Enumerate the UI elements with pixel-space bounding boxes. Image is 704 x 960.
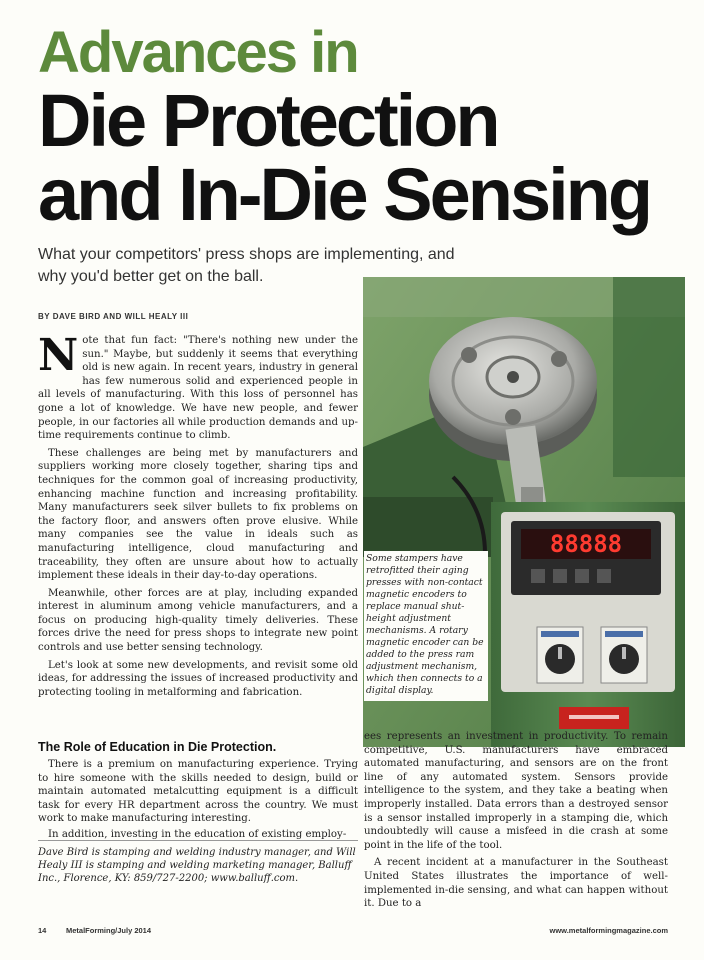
section-heading: The Role of Education in Die Protection. <box>38 740 277 754</box>
headline-line-1: Die Protection <box>38 79 498 162</box>
paragraph-2: These challenges are being met by manufacturers and suppliers working more closely together, sharing tips and techniques for the common goal of increasing productivity, enhancing machine function and increasing profitability. Many manufacturers seek silver bullets to fix problems on the factory floor, and answers often prove elusive. While many companies see the value in ideals such as manufacturing intelligence, cloud manufacturing and traceability, they often are unsure about how to actually implement these ideals in their day-to-day operations. <box>38 447 358 582</box>
section-paragraph-1: There is a premium on manufacturing experience. Trying to hire someone with the skills needed to design, build or maintain automated metalcutting equipment is a difficult task for every HR department across the country. We must work to make manufacturing interesting. <box>38 759 358 825</box>
section-body <box>38 758 358 844</box>
headline <box>38 79 651 236</box>
author-bio: Dave Bird is stamping and welding industry manager, and Will Healy III is stamping and welding marketing manager, Balluff Inc., Florence, KY: 859/727-2200; www.balluff.com. <box>38 847 356 884</box>
headline-kicker: Advances in <box>38 20 358 85</box>
headline-line-2: and In-Die Sensing <box>38 153 651 236</box>
photo-caption: Some stampers have retrofitted their aging presses with non-contact magnetic encoders to replace manual shut-height adjustment mechanisms. A rotary magnetic encoder can be added to the press ram adjustment mechanism, which then connects to a digital display. <box>364 551 488 701</box>
body-column-right <box>364 730 668 915</box>
paragraph-1: Note that fun fact: "There's nothing new under the sun." Maybe, but suddenly it seems that everything old is new again. In recent years, industry in general has few numerous solid and experienced people in all levels of manufacturing. With this loss of personnel has gone a lot of knowledge. We have new people, and fewer people, in our factories all while production demands and up-time requirements continue to climb. <box>38 330 358 442</box>
section-paragraph-2: In addition, investing in the education of existing employ- <box>48 828 347 840</box>
deck: What your competitors' press shops are implementing, and why you'd better get on the ball. <box>38 246 455 285</box>
drop-cap: N <box>38 330 79 381</box>
page-number: 14 <box>38 926 47 935</box>
display-digits: 88888 <box>549 530 623 558</box>
byline: BY DAVE BIRD AND WILL HEALY III <box>38 312 189 321</box>
magazine-url: www.metalformingmagazine.com <box>549 926 668 935</box>
bio-divider <box>38 840 358 841</box>
right-paragraph-1: ees represents an investment in productivity. To remain competitive, U.S. manufacturers have embraced automated manufacturing, and sensors are on the front line of any automated system. Sensors provide intelligence to the system, and they take a beating when improperly installed. Data errors than a destroyed sensor is a sensor installed improperly in a stamping die, which undoubtedly will cause a misfeed in die crash at some point in the life of the tool. <box>364 731 668 851</box>
paragraph-3: Meanwhile, other forces are at play, including expanded interest in aluminum among vehicle manufacturers, and a focus on producing high-quality timely deliveries. These forces drive the need for press shops to integrate new point controls and use better sensing technology. <box>38 587 358 654</box>
paragraph-4: Let's look at some new developments, and revisit some old ideas, for addressing the issues of increased productivity and protecting tooling in metalforming and fabrication. <box>38 659 358 698</box>
magazine-issue: MetalForming/July 2014 <box>66 926 152 935</box>
right-paragraph-2: A recent incident at a manufacturer in the Southeast United States illustrates the importance of well-implemented in-die sensing, and what can happen without it. Due to a <box>364 857 668 910</box>
body-column-left <box>38 330 358 703</box>
